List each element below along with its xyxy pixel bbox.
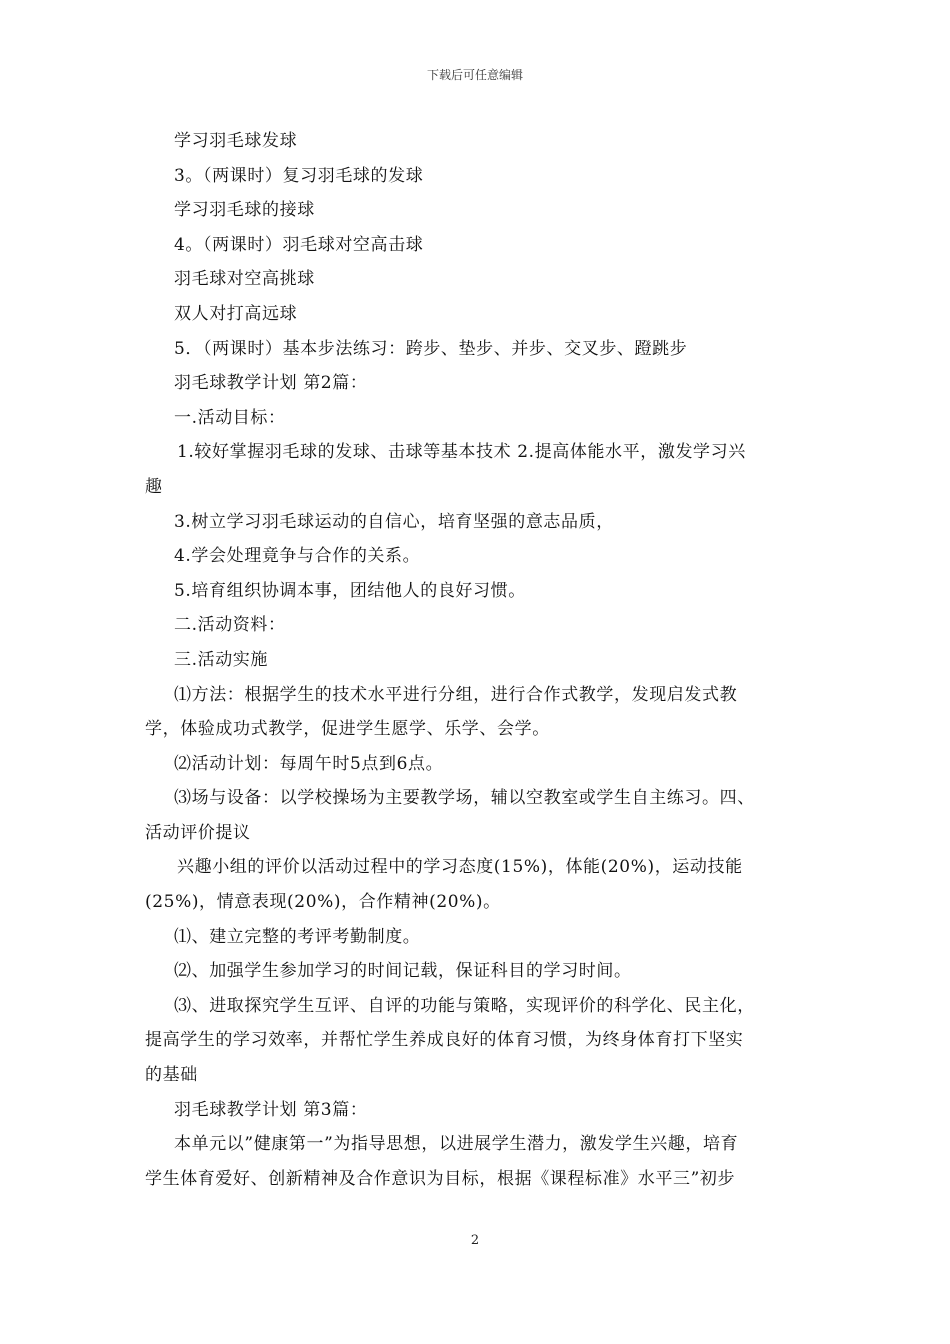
text-line: 4.学会处理竟争与合作的关系。 (174, 546, 421, 567)
page-header: 下载后可任意编辑 (426, 68, 523, 82)
text-line: 学，体验成功式教学，促进学生愿学、乐学、会学。 (145, 719, 550, 740)
text-line: 3。（两课时）复习羽毛球的发球 (174, 165, 424, 186)
text-line: 本单元以”健康第一”为指导思想，以进展学生潜力，激发学生兴趣，培育 (174, 1134, 739, 1155)
text-line: ⑵、加强学生参加学习的时间记载，保证科目的学习时间。 (174, 961, 632, 982)
text-line: (25%)，情意表现(20%)，合作精神(20%)。 (145, 892, 501, 913)
text-line: ⑶场与设备：以学校操场为主要教学场，辅以空教室或学生自主练习。四、 (174, 788, 755, 809)
text-line: 5.培育组织协调本事，团结他人的良好习惯。 (174, 580, 526, 601)
text-line: 三.活动实施 (174, 649, 269, 670)
text-line: 双人对打高远球 (174, 303, 298, 324)
text-line: ⑶、进取探究学生互评、自评的功能与策略，实现评价的科学化、民主化， (174, 995, 755, 1016)
text-line: ⑴方法：根据学生的技术水平进行分组，进行合作式教学，发现启发式教 (174, 684, 738, 705)
text-line: 的基础 (145, 1065, 198, 1086)
text-line: 1.较好掌握羽毛球的发球、击球等基本技术 2.提高体能水平，激发学习兴 (177, 442, 746, 463)
text-line: 学习羽毛球发球 (174, 131, 298, 151)
text-line: 活动评价提议 (145, 822, 251, 843)
page-number: 2 (470, 1233, 480, 1248)
text-line: ⑵活动计划：每周午时5点到6点。 (174, 753, 444, 774)
text-line: 一.活动目标： (174, 407, 286, 428)
text-line: 4。（两课时）羽毛球对空高击球 (174, 234, 424, 255)
text-line: 3.树立学习羽毛球运动的自信心，培育坚强的意志品质， (174, 511, 614, 532)
text-line: 学习羽毛球的接球 (174, 200, 315, 221)
text-line: ⑴、建立完整的考评考勤制度。 (174, 926, 421, 947)
text-line: 提高学生的学习效率，并帮忙学生养成良好的体育习惯，为终身体育打下坚实 (145, 1030, 744, 1051)
text-line: 学生体育爱好、创新精神及合作意识为目标，根据《课程标准》水平三”初步 (145, 1168, 736, 1189)
text-line: 羽毛球对空高挑球 (174, 269, 315, 290)
text-line: 兴趣小组的评价以活动过程中的学习态度(15%)，体能(20%)，运动技能 (177, 857, 743, 878)
section-heading: 羽毛球教学计划 第3篇： (174, 1099, 368, 1120)
text-line: 趣 (145, 476, 163, 497)
section-heading: 羽毛球教学计划 第2篇： (174, 373, 368, 394)
text-line: 5．（两课时）基本步法练习：跨步、垫步、并步、交叉步、蹬跳步 (174, 338, 688, 359)
document-body (145, 124, 810, 1196)
text-line: 二.活动资料： (174, 615, 286, 636)
